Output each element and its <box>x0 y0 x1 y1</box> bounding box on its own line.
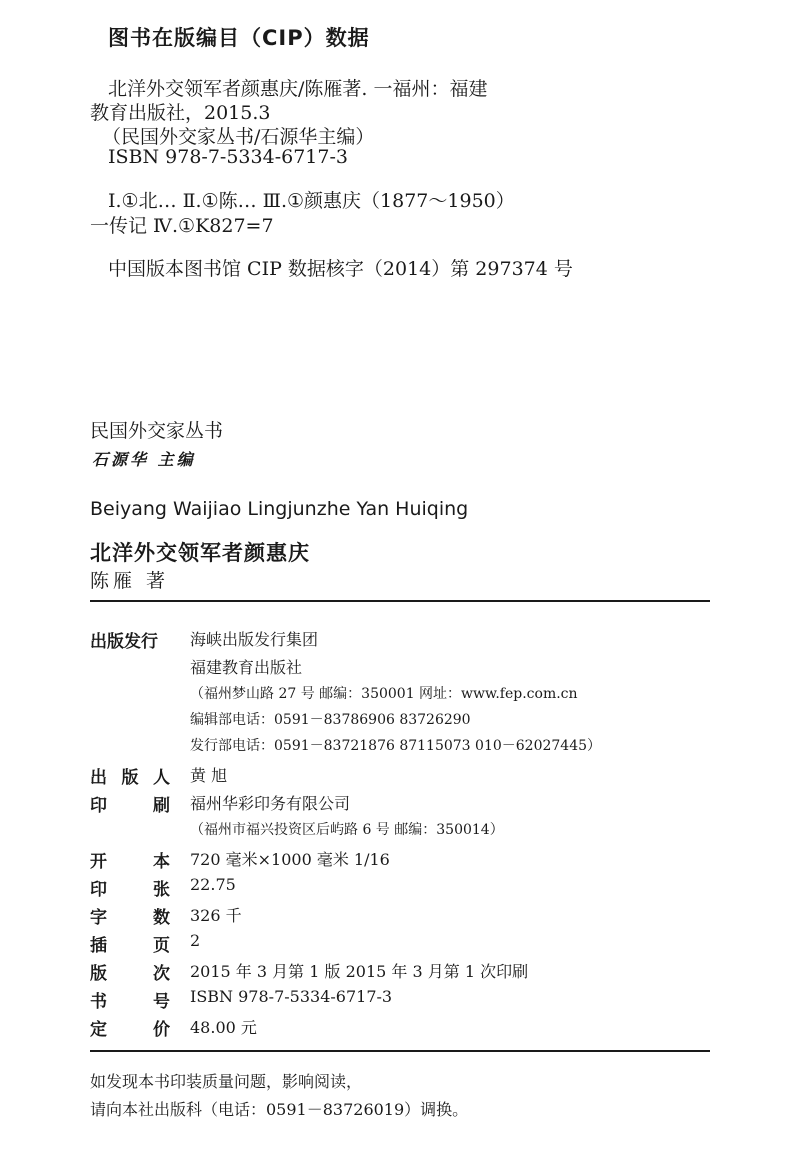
plates: 2 <box>190 931 201 950</box>
printer: 福州华彩印务有限公司 <box>190 794 351 813</box>
sheets: 22.75 <box>190 875 236 894</box>
series-name: 民国外交家丛书 <box>90 420 224 442</box>
isbn-label: 书 号 <box>90 992 170 1012</box>
publisher-person-label: 出 版 人 <box>90 768 170 788</box>
top-divider <box>90 600 710 602</box>
series-editor: 石源华 主编 <box>92 450 196 469</box>
pinyin-title: Beiyang Waijiao Lingjunzhe Yan Huiqing <box>90 498 469 520</box>
book-title: 北洋外交领军者颜惠庆 <box>90 541 310 565</box>
distribution-phone: 发行部电话：0591－83721876 87115073 010－62027445） <box>190 738 602 754</box>
price: 48.00 元 <box>190 1018 257 1037</box>
publisher-address: （福州梦山路 27 号 邮编：350001 网址：www.fep.com.cn <box>190 686 578 702</box>
words-label: 字 数 <box>90 908 170 928</box>
format-label: 开 本 <box>90 852 170 872</box>
cip-classification-2: 一传记 Ⅳ.①K827=7 <box>90 215 274 237</box>
cip-line-2: 教育出版社，2015.3 <box>90 102 271 124</box>
isbn: ISBN 978-7-5334-6717-3 <box>190 987 393 1006</box>
printer-label: 印 刷 <box>90 796 170 816</box>
edition-label: 版 次 <box>90 964 170 984</box>
publisher-group: 海峡出版发行集团 <box>190 630 319 649</box>
editorial-phone: 编辑部电话：0591－83786906 83726290 <box>190 712 471 728</box>
publisher-person: 黄 旭 <box>190 766 228 785</box>
cip-title: 图书在版编目（CIP）数据 <box>108 26 370 50</box>
word-count: 326 千 <box>190 906 242 925</box>
publisher-label: 出版发行 <box>90 632 158 652</box>
printer-address: （福州市福兴投资区后屿路 6 号 邮编：350014） <box>190 822 504 838</box>
cip-line-1: 北洋外交领军者颜惠庆/陈雁著. 一福州：福建 <box>108 78 488 100</box>
cip-classification-1: Ⅰ.①北… Ⅱ.①陈… Ⅲ.①颜惠庆（1877～1950） <box>108 190 515 212</box>
quality-notice-line-2: 请向本社出版科（电话：0591－83726019）调换。 <box>90 1100 469 1119</box>
price-label: 定 价 <box>90 1020 170 1040</box>
edition: 2015 年 3 月第 1 版 2015 年 3 月第 1 次印刷 <box>190 962 529 981</box>
publisher-name: 福建教育出版社 <box>190 658 303 677</box>
cip-series-line: （民国外交家丛书/石源华主编） <box>102 126 375 148</box>
book-author: 陈雁 著 <box>90 570 170 592</box>
plates-label: 插 页 <box>90 936 170 956</box>
cip-isbn: ISBN 978-7-5334-6717-3 <box>108 146 348 168</box>
sheets-label: 印 张 <box>90 880 170 900</box>
quality-notice-line-1: 如发现本书印装质量问题，影响阅读， <box>90 1072 363 1091</box>
bottom-divider <box>90 1050 710 1052</box>
cip-approval-number: 中国版本图书馆 CIP 数据核字（2014）第 297374 号 <box>108 258 573 280</box>
format: 720 毫米×1000 毫米 1/16 <box>190 850 390 869</box>
